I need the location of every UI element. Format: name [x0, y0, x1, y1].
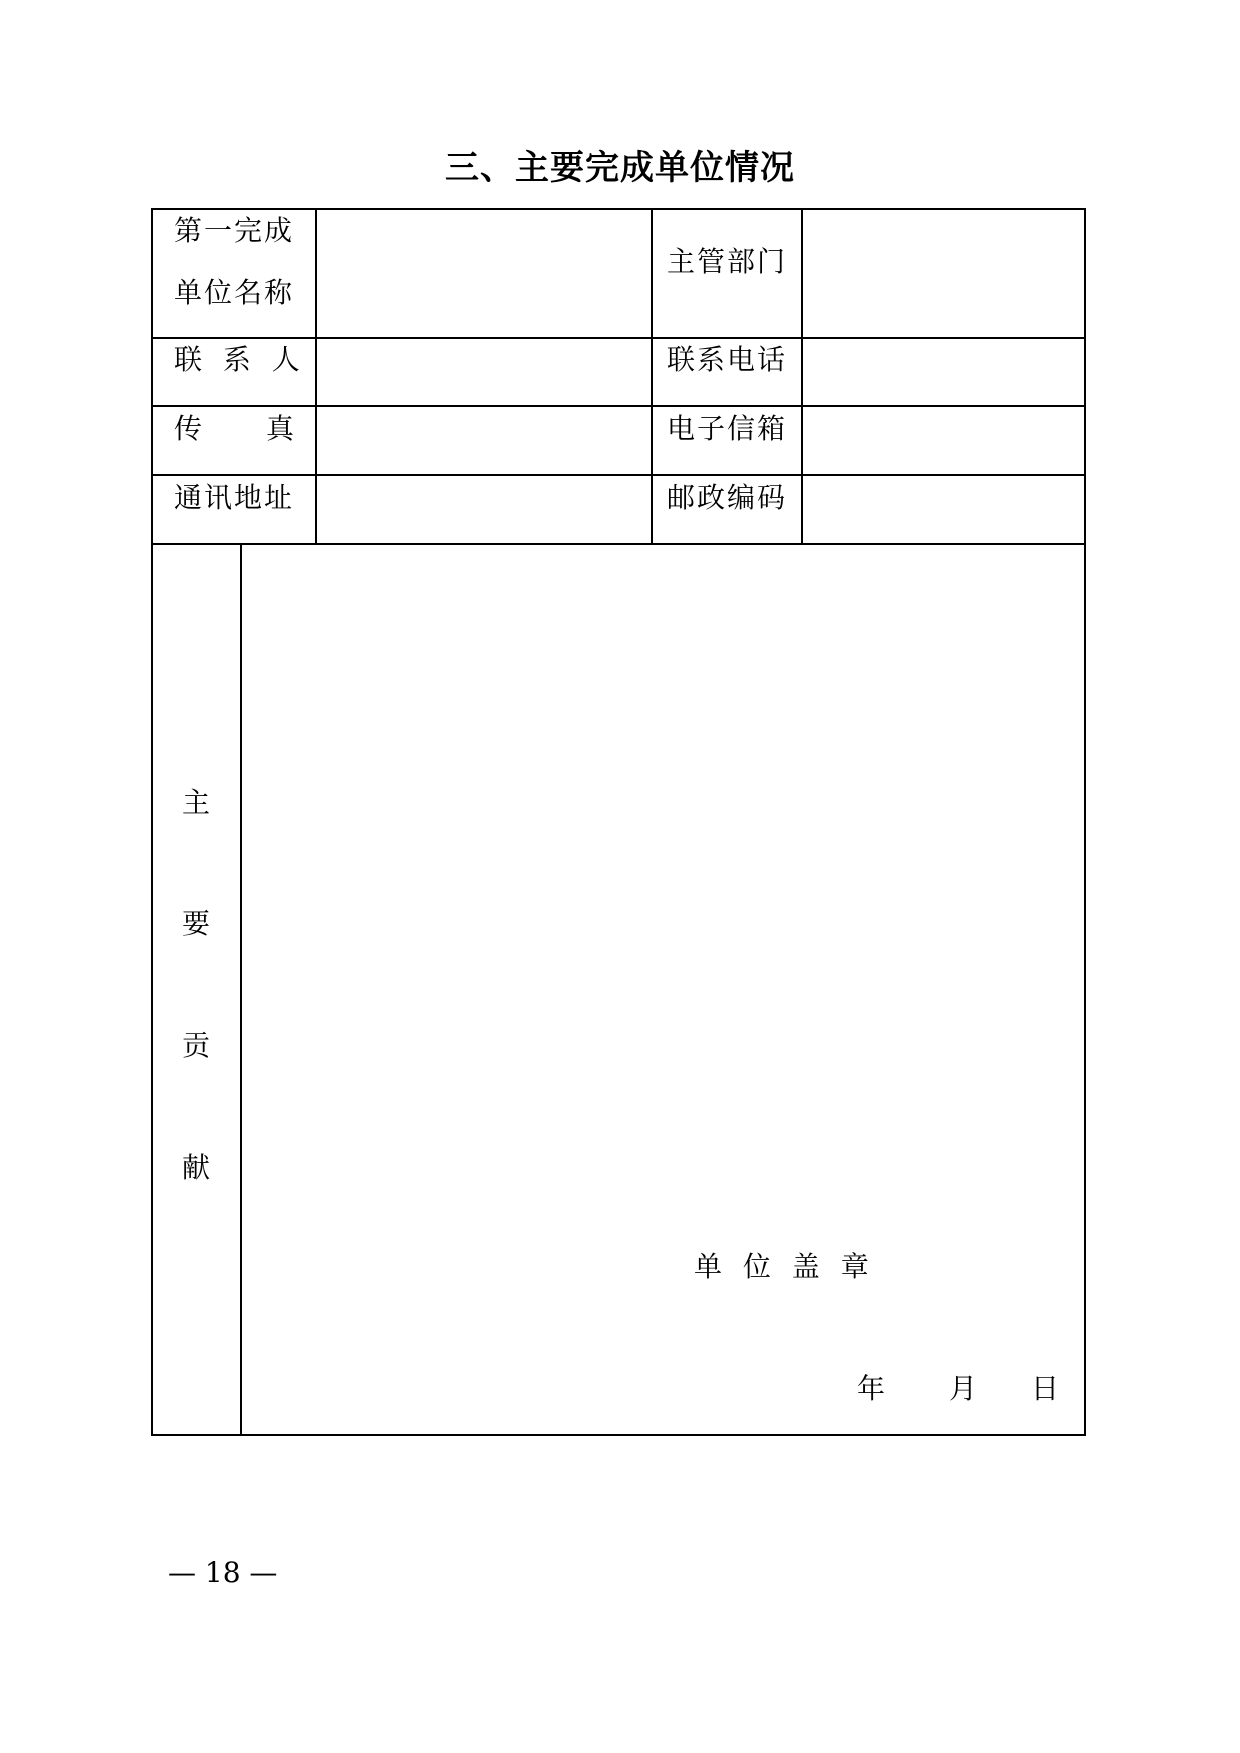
email-field[interactable]	[803, 407, 1084, 474]
page-title: 三、主要完成单位情况	[445, 148, 795, 188]
date-month-label: 月	[949, 1372, 978, 1405]
contribution-label-char: 要	[182, 907, 211, 940]
unit-name-field[interactable]	[317, 210, 651, 337]
address-label: 通讯地址	[174, 481, 295, 514]
department-field[interactable]	[803, 210, 1084, 337]
address-field[interactable]	[317, 476, 651, 543]
contribution-label-char: 主	[182, 786, 211, 819]
table-rule-vertical	[651, 208, 653, 545]
page-number: — 18 —	[168, 1556, 278, 1589]
contact-label: 联 系 人	[174, 343, 306, 376]
phone-field[interactable]	[803, 339, 1084, 405]
contribution-text-area[interactable]	[242, 545, 1084, 1434]
phone-label: 联系电话	[667, 343, 788, 376]
date-day-label: 日	[1031, 1372, 1060, 1405]
unit-seal-label: 单 位 盖 章	[694, 1250, 875, 1283]
unit-name-label-line2: 单位名称	[174, 276, 295, 309]
department-label: 主管部门	[667, 245, 788, 278]
contribution-label-char: 献	[182, 1151, 211, 1184]
date-year-label: 年	[857, 1372, 886, 1405]
table-border-right	[1084, 208, 1086, 1436]
contact-field[interactable]	[317, 339, 651, 405]
postcode-label: 邮政编码	[667, 481, 788, 514]
postcode-field[interactable]	[803, 476, 1084, 543]
unit-name-label-line1: 第一完成	[174, 214, 295, 247]
table-border-left	[151, 208, 153, 1436]
email-label: 电子信箱	[667, 412, 788, 445]
fax-label-char1: 传	[174, 412, 203, 445]
fax-field[interactable]	[317, 407, 651, 474]
table-border-bottom	[152, 1434, 1086, 1436]
fax-label-char2: 真	[266, 412, 295, 445]
contribution-label-char: 贡	[182, 1029, 211, 1062]
